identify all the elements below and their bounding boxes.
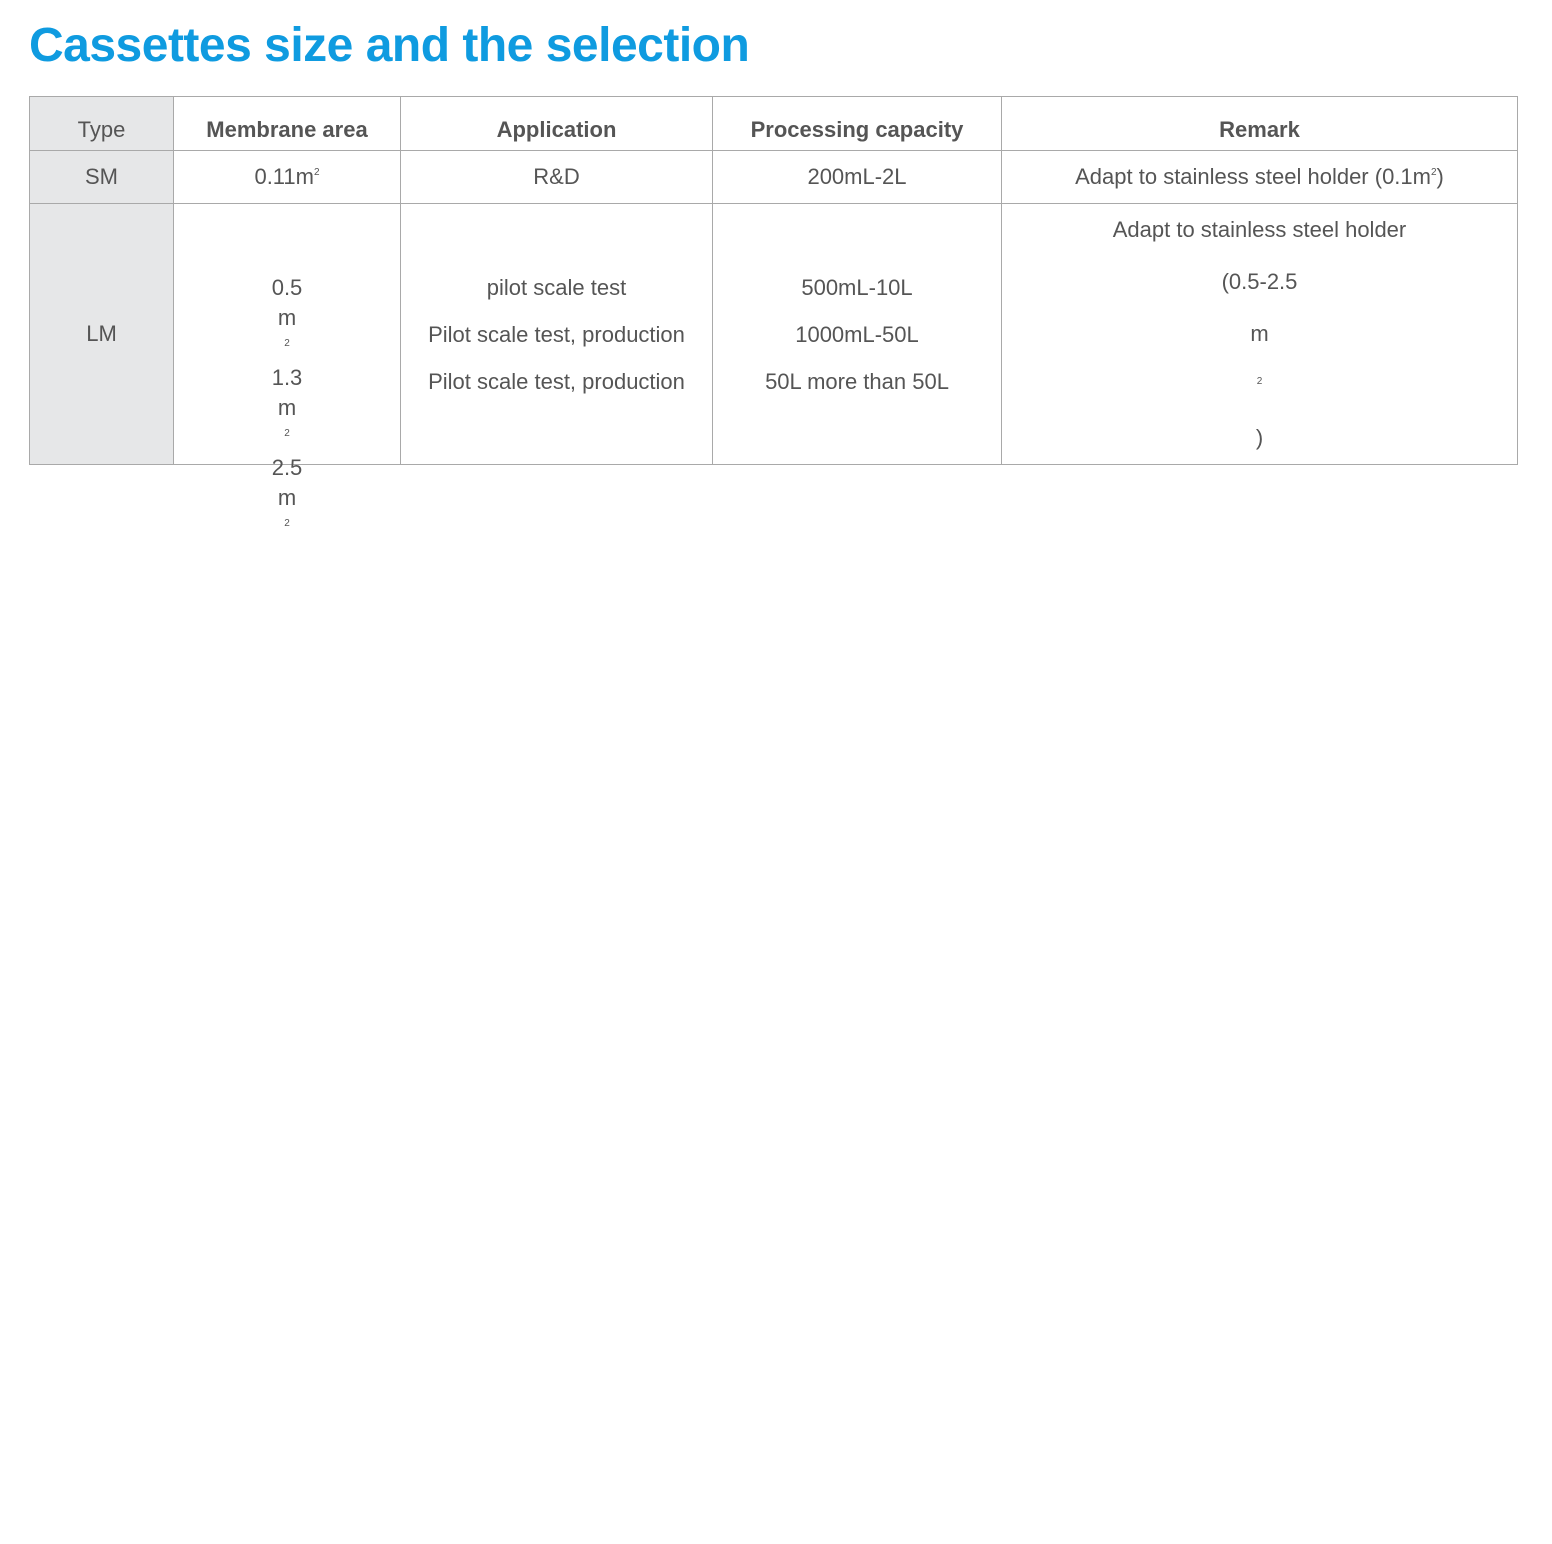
table-header-row <box>30 97 1518 151</box>
area-value: 2.5 <box>271 455 303 480</box>
header-remark: Remark <box>1002 97 1518 151</box>
application-cell: R&D <box>401 151 713 204</box>
remark-unit: m <box>1250 321 1269 346</box>
remark-cell <box>1002 151 1518 204</box>
area-line <box>174 453 400 543</box>
type-cell-lm: LM <box>30 204 174 465</box>
table-row-lm <box>30 204 1518 465</box>
area-line <box>174 363 400 453</box>
membrane-area-cell <box>174 151 401 204</box>
area-value: 0.5 <box>271 275 303 300</box>
area-line <box>174 273 400 363</box>
remark-close: ) <box>1436 164 1444 189</box>
area-exponent: 2 <box>284 518 290 529</box>
capacity-cell: 200mL-2L <box>713 151 1002 204</box>
area-exponent: 2 <box>284 338 290 349</box>
remark-text: (0.5-2.5 <box>1221 269 1298 294</box>
table-row-sm <box>30 151 1518 204</box>
page-title: Cassettes size and the selection <box>29 19 750 72</box>
application-cell <box>401 204 713 465</box>
application-line: pilot scale test <box>486 275 627 300</box>
type-cell-sm: SM <box>30 151 174 204</box>
remark-unit: m <box>1412 164 1431 189</box>
cassette-selection-table <box>29 96 1518 529</box>
capacity-cell <box>713 204 1002 465</box>
area-unit: m <box>277 485 297 510</box>
area-unit: m <box>295 164 314 189</box>
remark-exponent: 2 <box>1256 376 1263 387</box>
capacity-line: 1000mL-50L <box>795 322 919 347</box>
header-membrane-area: Membrane area <box>174 97 401 151</box>
area-exponent: 2 <box>313 167 320 178</box>
area-unit: m <box>277 305 297 330</box>
capacity-line: 50L more than 50L <box>765 369 949 394</box>
area-value: 0.11 <box>254 164 296 189</box>
header-processing-capacity: Processing capacity <box>713 97 1002 151</box>
membrane-area-cell <box>174 204 401 529</box>
remark-line: Adapt to stainless steel holder <box>1112 217 1407 242</box>
area-value: 1.3 <box>271 365 303 390</box>
application-line: Pilot scale test, production <box>428 369 685 394</box>
area-unit: m <box>277 395 297 420</box>
remark-text: Adapt to stainless steel holder (0.1 <box>1075 164 1413 189</box>
area-exponent: 2 <box>284 428 290 439</box>
header-application: Application <box>401 97 713 151</box>
remark-line <box>1002 256 1517 464</box>
application-line: Pilot scale test, production <box>428 322 685 347</box>
capacity-line: 500mL-10L <box>801 275 913 300</box>
remark-cell <box>1002 204 1518 465</box>
remark-close: ) <box>1255 425 1264 450</box>
header-type: Type <box>30 97 174 151</box>
remark-exponent: 2 <box>1430 167 1437 178</box>
